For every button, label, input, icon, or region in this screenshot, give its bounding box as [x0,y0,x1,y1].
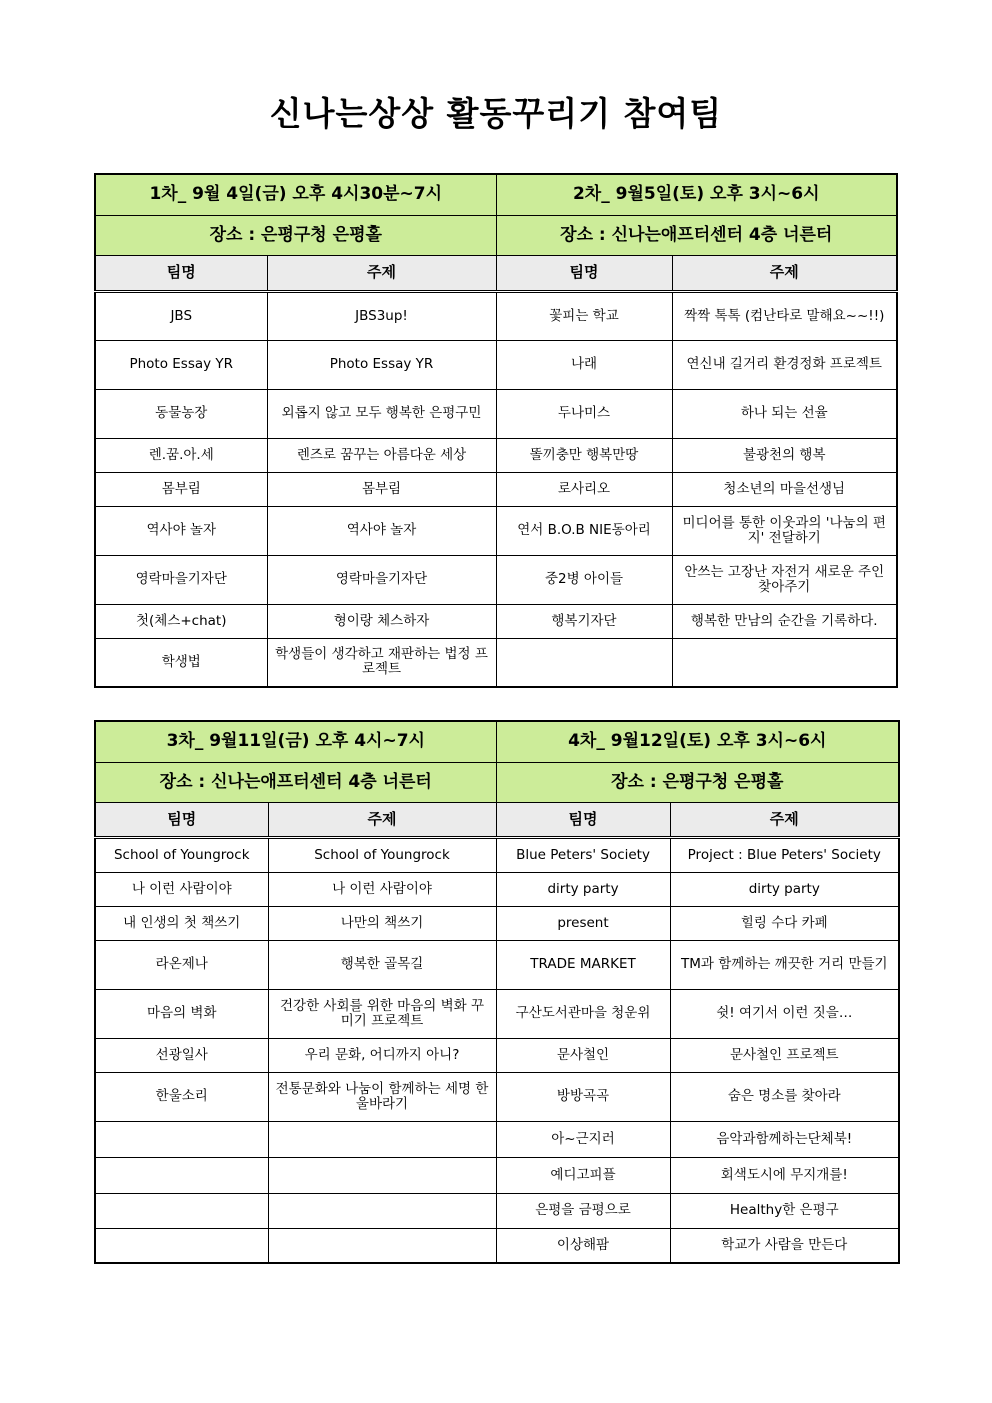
table-row [95,340,897,389]
table-row [95,438,897,472]
table-row [95,291,897,340]
topic-cell: 음악과함께하는단체북! [670,1121,899,1157]
team-cell: 영락마을기자단 [95,555,267,604]
team-cell: 동물농장 [95,389,267,438]
topic-cell: 회색도시에 무지개를! [670,1157,899,1193]
topic-cell: 건강한 사회를 위한 마음의 벽화 꾸미기 프로젝트 [268,989,496,1038]
team-cell: 이상해팜 [496,1228,670,1263]
column-header-team: 팀명 [95,802,268,837]
page-title: 신나는상상 활동꾸리기 참여팀 [269,94,723,133]
topic-cell: TM과 함께하는 깨끗한 거리 만들기 [670,940,899,989]
table-row [95,989,899,1038]
topic-cell: 우리 문화, 어디까지 아니? [268,1038,496,1072]
session-4-place: 장소 : 은평구청 은평홀 [496,762,899,802]
topic-cell: 행복한 골목길 [268,940,496,989]
topic-cell: 나만의 책쓰기 [268,906,496,940]
topic-cell: 하나 되는 선율 [672,389,897,438]
topic-cell: JBS3up! [267,291,496,340]
topic-cell [268,1228,496,1263]
team-cell: 구산도서관마을 청운위 [496,989,670,1038]
team-cell: 예디고피플 [496,1157,670,1193]
topic-cell: dirty party [670,872,899,906]
topic-cell: 외롭지 않고 모두 행복한 은평구민 [267,389,496,438]
table-row [95,472,897,506]
column-header-topic: 주제 [670,802,899,837]
team-cell [95,1121,268,1157]
team-cell: 로사리오 [496,472,672,506]
column-header-team: 팀명 [496,802,670,837]
team-cell [496,638,672,687]
column-header-team: 팀명 [496,255,672,291]
team-cell: 선광일사 [95,1038,268,1072]
table-row [95,1072,899,1121]
team-cell: 똘끼충만 행복만땅 [496,438,672,472]
schedule-table-1 [94,173,898,688]
column-header-topic: 주제 [267,255,496,291]
team-cell: 역사야 놀자 [95,506,267,555]
team-cell: 나 이런 사람이야 [95,872,268,906]
team-cell [95,1157,268,1193]
team-cell: Photo Essay YR [95,340,267,389]
team-cell: 은평을 금평으로 [496,1193,670,1228]
topic-cell: 불광천의 행복 [672,438,897,472]
team-cell: 학생법 [95,638,267,687]
topic-cell: Project : Blue Peters' Society [670,837,899,872]
topic-cell: 연신내 길거리 환경정화 프로젝트 [672,340,897,389]
topic-cell: 영락마을기자단 [267,555,496,604]
table-row [95,389,897,438]
team-cell: 내 인생의 첫 책쓰기 [95,906,268,940]
topic-cell: 쉿! 여기서 이런 짓을… [670,989,899,1038]
team-cell: 아~근지러 [496,1121,670,1157]
team-cell: 한울소리 [95,1072,268,1121]
session-1-header: 1차_ 9월 4일(금) 오후 4시30분~7시 [95,174,496,215]
table-row [95,555,897,604]
team-cell [95,1193,268,1228]
team-cell: 라온제나 [95,940,268,989]
team-cell: 두나미스 [496,389,672,438]
topic-cell: 역사야 놀자 [267,506,496,555]
team-cell: 방방곡곡 [496,1072,670,1121]
table-row [95,638,897,687]
team-cell: TRADE MARKET [496,940,670,989]
team-cell: 꽃피는 학교 [496,291,672,340]
topic-cell: 학생들이 생각하고 재판하는 법정 프로젝트 [267,638,496,687]
topic-cell: 형이랑 체스하자 [267,604,496,638]
team-cell: 나래 [496,340,672,389]
team-cell: JBS [95,291,267,340]
topic-cell [268,1157,496,1193]
table-row [95,1193,899,1228]
team-cell: 문사철인 [496,1038,670,1072]
column-header-team: 팀명 [95,255,267,291]
topic-cell [268,1121,496,1157]
team-cell: 마음의 벽화 [95,989,268,1038]
topic-cell: Healthy한 은평구 [670,1193,899,1228]
topic-cell: 전통문화와 나눔이 함께하는 세명 한울바라기 [268,1072,496,1121]
team-cell: present [496,906,670,940]
table-row [95,906,899,940]
team-cell: 몸부림 [95,472,267,506]
topic-cell: 미디어를 통한 이웃과의 '나눔의 편지' 전달하기 [672,506,897,555]
table-row [95,1121,899,1157]
topic-cell: 짝짝 톡톡 (컴난타로 말해요~~!!) [672,291,897,340]
topic-cell: 학교가 사람을 만든다 [670,1228,899,1263]
topic-cell: 렌즈로 꿈꾸는 아름다운 세상 [267,438,496,472]
topic-cell: 힐링 수다 카페 [670,906,899,940]
topic-cell: 숨은 명소를 찾아라 [670,1072,899,1121]
team-cell: 연서 B.O.B NIE동아리 [496,506,672,555]
table-row [95,1228,899,1263]
team-cell: 중2병 아이들 [496,555,672,604]
schedule-table-2 [94,720,900,1264]
column-header-topic: 주제 [268,802,496,837]
session-2-header: 2차_ 9월5일(토) 오후 3시~6시 [496,174,897,215]
team-cell: School of Youngrock [95,837,268,872]
topic-cell: 몸부림 [267,472,496,506]
session-3-place: 장소 : 신나는애프터센터 4층 너른터 [95,762,496,802]
session-2-place: 장소 : 신나는애프터센터 4층 너른터 [496,215,897,255]
table-row [95,1038,899,1072]
session-1-place: 장소 : 은평구청 은평홀 [95,215,496,255]
session-3-header: 3차_ 9월11일(금) 오후 4시~7시 [95,721,496,762]
team-cell: dirty party [496,872,670,906]
table-row [95,872,899,906]
team-cell: 첫(체스+chat) [95,604,267,638]
topic-cell [268,1193,496,1228]
topic-cell: 나 이런 사람이야 [268,872,496,906]
table-row [95,506,897,555]
table-row [95,940,899,989]
topic-cell: Photo Essay YR [267,340,496,389]
topic-cell [672,638,897,687]
topic-cell: 행복한 만남의 순간을 기록하다. [672,604,897,638]
team-cell: Blue Peters' Society [496,837,670,872]
session-4-header: 4차_ 9월12일(토) 오후 3시~6시 [496,721,899,762]
table-row [95,604,897,638]
team-cell: 행복기자단 [496,604,672,638]
topic-cell: School of Youngrock [268,837,496,872]
team-cell: 렌.꿈.아.세 [95,438,267,472]
column-header-topic: 주제 [672,255,897,291]
table-row [95,837,899,872]
topic-cell: 청소년의 마을선생님 [672,472,897,506]
team-cell [95,1228,268,1263]
topic-cell: 문사철인 프로젝트 [670,1038,899,1072]
topic-cell: 안쓰는 고장난 자전거 새로운 주인 찾아주기 [672,555,897,604]
table-row [95,1157,899,1193]
